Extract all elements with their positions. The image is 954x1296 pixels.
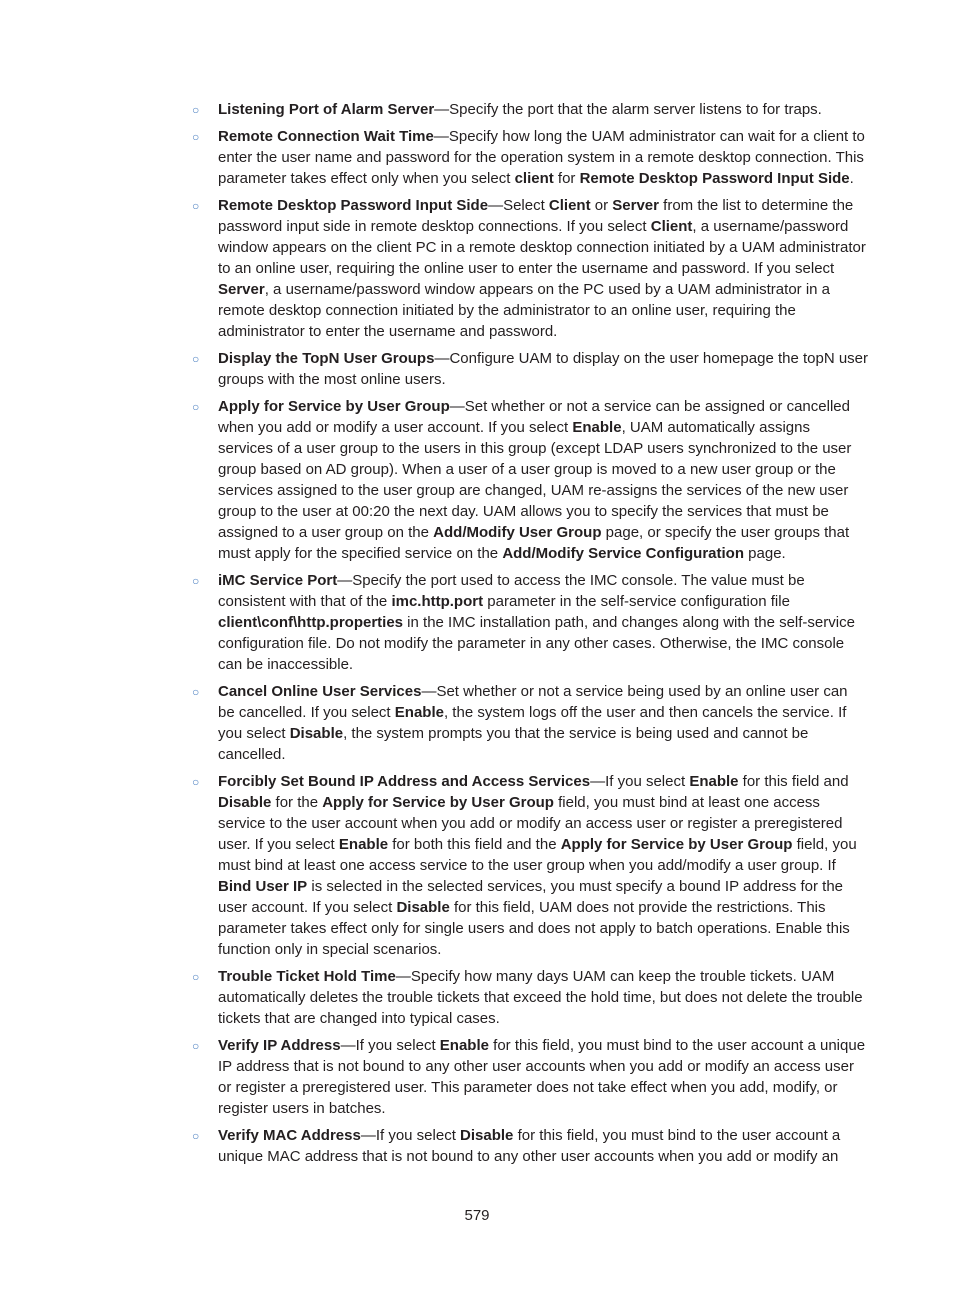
bold-term: client\conf\http.properties xyxy=(218,614,404,631)
circle-bullet-icon: ○ xyxy=(192,775,200,789)
bold-term: Disable xyxy=(289,725,344,742)
circle-bullet-icon: ○ xyxy=(192,103,200,117)
bold-term: Apply for Service by User Group xyxy=(218,398,450,415)
list-item-text xyxy=(218,1037,865,1117)
text-run: —Set whether or not a service can be assigned or cancelled when you add or modify a user account. If you select xyxy=(218,398,850,436)
bold-term: Server xyxy=(218,281,265,298)
circle-bullet-icon: ○ xyxy=(192,352,200,366)
text-run: —If you select xyxy=(360,1127,461,1144)
list-item-text xyxy=(218,101,822,118)
bold-term: client xyxy=(514,170,554,187)
text-run: —Specify how many days UAM can keep the trouble tickets. UAM automatically deletes the trouble tickets that exceed the hold time, but does not delete the trouble tickets that are changed into typical cases. xyxy=(218,968,863,1027)
text-run: page. xyxy=(744,545,786,562)
circle-bullet-icon: ○ xyxy=(192,199,200,213)
circle-bullet-icon: ○ xyxy=(192,970,200,984)
text-run: —Configure UAM to display on the user homepage the topN user groups with the most online users. xyxy=(218,350,869,388)
document-body xyxy=(192,99,868,1173)
text-run: —If you select xyxy=(590,773,690,790)
list-item-text xyxy=(218,572,855,673)
text-run: , a username/password window appears on the client PC in a remote desktop connection initiated by a UAM administrator to an online user, requiring the online user to enter the username and password. If you select xyxy=(218,218,866,277)
bold-term: Remote Desktop Password Input Side xyxy=(579,170,850,187)
bold-term: Disable xyxy=(396,899,450,916)
text-run: —Specify the port that the alarm server listens to for traps. xyxy=(434,101,822,118)
bold-term: Trouble Ticket Hold Time xyxy=(218,968,396,985)
text-run: for the xyxy=(271,794,323,811)
bold-term: Enable xyxy=(689,773,739,790)
text-run: —Select xyxy=(488,197,549,214)
bold-term: Enable xyxy=(394,704,444,721)
bold-term: Remote Connection Wait Time xyxy=(218,128,434,145)
bold-term: Remote Desktop Password Input Side xyxy=(218,197,489,214)
text-run: for this field, you must bind to the user account a unique MAC address that is not bound to any other user accounts when you add or modify an xyxy=(218,1127,841,1165)
bold-term: Client xyxy=(548,197,591,214)
text-run: or xyxy=(590,197,613,214)
text-run: , the system prompts you that the service is being used and cannot be cancelled. xyxy=(218,725,809,763)
text-run: for this field and xyxy=(738,773,849,790)
list-item-text xyxy=(218,683,848,763)
bold-term: Enable xyxy=(572,419,622,436)
text-run: , UAM automatically assigns services of a user group to the users in this group (except LDAP users synchronized to the user group based on AD group). When a user of a user group is moved to a new user group or the services assigned to the user group are changed, UAM re-assigns the services of the new user group to the user at 00:20 the next day. UAM allows you to specify the services that must be assigned to a user group on the xyxy=(218,419,852,541)
text-run: for this field, UAM does not provide the restrictions. This parameter takes effect only for single users and does not apply to batch operations. Enable this function only in special scenarios. xyxy=(218,899,850,958)
bold-term: Enable xyxy=(338,836,389,853)
text-run: field, you must bind at least one access service to the user account when you add or modify an access user or register a preregistered user. If you select xyxy=(218,794,843,853)
list-item xyxy=(192,1035,868,1119)
text-run: —Specify how long the UAM administrator can wait for a client to enter the user name and password for the operation system in a remote desktop connection. This parameter takes effect only when you select xyxy=(218,128,865,187)
bold-term: Display the TopN User Groups xyxy=(218,350,435,367)
page-number: 579 xyxy=(464,1207,490,1224)
bold-term: Enable xyxy=(439,1037,489,1054)
bold-term: Add/Modify Service Configuration xyxy=(502,545,744,562)
list-item xyxy=(192,99,868,120)
list-item xyxy=(192,126,868,189)
bold-term: Listening Port of Alarm Server xyxy=(218,101,435,118)
bold-term: Apply for Service by User Group xyxy=(322,794,554,811)
bold-term: Client xyxy=(650,218,693,235)
bold-term: Add/Modify User Group xyxy=(433,524,602,541)
text-run: field, you must bind at least one access service to the user group when you add/modify a user group. If xyxy=(218,836,857,874)
circle-bullet-icon: ○ xyxy=(192,574,200,588)
bold-term: Bind User IP xyxy=(218,878,308,895)
bold-term: Disable xyxy=(460,1127,514,1144)
circle-bullet-icon: ○ xyxy=(192,1129,200,1143)
circle-bullet-icon: ○ xyxy=(192,685,200,699)
list-item xyxy=(192,195,868,342)
text-run: parameter in the self-service configuration file xyxy=(483,593,790,610)
circle-bullet-icon: ○ xyxy=(192,400,200,414)
text-run: for this field, you must bind to the user account a unique IP address that is not bound to any other user accounts when you add or modify an access user or register a preregistered user. This parameter does not take effect when you add, modify, or register users in batches. xyxy=(218,1037,866,1117)
text-run: for xyxy=(553,170,580,187)
text-run: for both this field and the xyxy=(388,836,561,853)
bold-term: iMC Service Port xyxy=(218,572,338,589)
bold-term: Disable xyxy=(218,794,272,811)
circle-bullet-icon: ○ xyxy=(192,130,200,144)
list-item-text xyxy=(218,128,865,187)
list-item xyxy=(192,348,868,390)
text-run: —If you select xyxy=(340,1037,440,1054)
list-item xyxy=(192,681,868,765)
list-item-text xyxy=(218,398,851,562)
bold-term: Server xyxy=(612,197,659,214)
text-run: from the list to determine the password input side in remote desktop connections. If you select xyxy=(218,197,854,235)
bold-term: Forcibly Set Bound IP Address and Access Services xyxy=(218,773,591,790)
text-run: , a username/password window appears on the PC used by a UAM administrator in a remote desktop connection initiated by the administrator to an online user, requiring the administrator to enter the username and password. xyxy=(218,281,831,340)
bold-term: Verify MAC Address xyxy=(218,1127,361,1144)
list-item-text xyxy=(218,1127,840,1165)
bold-term: Cancel Online User Services xyxy=(218,683,422,700)
list-item xyxy=(192,570,868,675)
text-run: —Specify the port used to access the IMC console. The value must be consistent with that of the xyxy=(218,572,805,610)
text-run: in the IMC installation path, and changes along with the self-service configuration file. Do not modify the parameter in any other cases. Otherwise, the IMC console can be inaccessible. xyxy=(218,614,855,673)
list-item xyxy=(192,396,868,564)
list-item xyxy=(192,1125,868,1167)
list-item xyxy=(192,966,868,1029)
list-item-text xyxy=(218,773,857,958)
text-run: . xyxy=(849,170,854,187)
list-item-text xyxy=(218,197,866,340)
text-run: —Set whether or not a service being used by an online user can be cancelled. If you select xyxy=(218,683,848,721)
text-run: page, or specify the user groups that must apply for the specified service on the xyxy=(218,524,850,562)
list-item xyxy=(192,771,868,960)
text-run: , the system logs off the user and then cancels the service. If you select xyxy=(218,704,847,742)
list-item-text xyxy=(218,350,868,388)
bold-term: Apply for Service by User Group xyxy=(560,836,793,853)
circle-bullet-icon: ○ xyxy=(192,1039,200,1053)
bold-term: imc.http.port xyxy=(391,593,484,610)
list-item-text xyxy=(218,968,863,1027)
text-run: is selected in the selected services, you must specify a bound IP address for the user account. If you select xyxy=(218,878,844,916)
bold-term: Verify IP Address xyxy=(218,1037,341,1054)
